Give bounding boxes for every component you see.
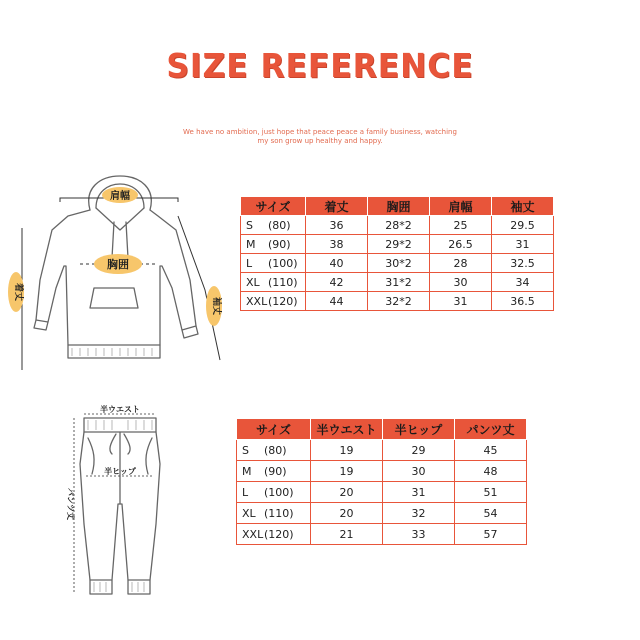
header-pants-length: パンツ丈 [455, 419, 527, 440]
chest-label: 胸囲 [107, 258, 129, 271]
size-number: (100) [264, 485, 294, 499]
table-row [241, 292, 554, 311]
table-row [237, 440, 527, 461]
tagline-line-1: We have no ambition, just hope that peace peace a family business, watching [183, 128, 457, 136]
table-cell: 32.5 [492, 254, 554, 273]
table-cell: 32 [383, 503, 455, 524]
table-cell: 48 [455, 461, 527, 482]
table-cell: 31 [430, 292, 492, 311]
size-number: (80) [264, 443, 287, 457]
table-cell: 54 [455, 503, 527, 524]
table-row [241, 254, 554, 273]
top-size-table [240, 196, 554, 311]
table-cell: 45 [455, 440, 527, 461]
shoulder-label: 肩幅 [110, 191, 130, 202]
table-cell: 30*2 [368, 254, 430, 273]
size-number: (90) [268, 237, 291, 251]
table-cell: 32*2 [368, 292, 430, 311]
hip-label: 半ヒップ [104, 467, 136, 476]
table-row [237, 482, 527, 503]
table-cell: 34 [492, 273, 554, 292]
size-name: XXL [246, 294, 268, 308]
table-cell: 25 [430, 216, 492, 235]
table-cell: 51 [455, 482, 527, 503]
table-header-row [237, 419, 527, 440]
table-cell: 29.5 [492, 216, 554, 235]
size-name: M [246, 237, 256, 251]
table-cell: 38 [306, 235, 368, 254]
table-header-row [241, 197, 554, 216]
table-cell: 20 [311, 503, 383, 524]
table-cell: 42 [306, 273, 368, 292]
size-name: L [242, 485, 249, 499]
size-name: L [246, 256, 253, 270]
table-cell: 31*2 [368, 273, 430, 292]
tagline-line-2: my son grow up healthy and happy. [257, 137, 383, 145]
table-cell: 30 [430, 273, 492, 292]
header-chest: 胸囲 [368, 197, 430, 216]
pants-length-label: パンツ丈 [66, 488, 75, 520]
table-cell: 19 [311, 440, 383, 461]
table-cell: 28 [430, 254, 492, 273]
table-cell: 26.5 [430, 235, 492, 254]
size-name: M [242, 464, 252, 478]
size-number: (90) [264, 464, 287, 478]
table-cell: 29 [383, 440, 455, 461]
header-hip: 半ヒップ [383, 419, 455, 440]
table-cell: 36 [306, 216, 368, 235]
page-title: SIZE REFERENCE [166, 46, 474, 85]
table-cell: 31 [492, 235, 554, 254]
size-number: (110) [264, 506, 294, 520]
size-number: (120) [268, 294, 298, 308]
table-cell: 44 [306, 292, 368, 311]
table-cell: 19 [311, 461, 383, 482]
size-number: (110) [268, 275, 298, 289]
table-row [237, 461, 527, 482]
size-number: (100) [268, 256, 298, 270]
size-number: (80) [268, 218, 291, 232]
header-waist: 半ウエスト [311, 419, 383, 440]
size-number: (120) [264, 527, 294, 541]
table-cell: 31 [383, 482, 455, 503]
table-cell: 21 [311, 524, 383, 545]
table-cell: 29*2 [368, 235, 430, 254]
table-cell: 20 [311, 482, 383, 503]
table-cell: 30 [383, 461, 455, 482]
table-cell: 28*2 [368, 216, 430, 235]
header-shoulder: 肩幅 [430, 197, 492, 216]
header-length: 着丈 [306, 197, 368, 216]
sleeve-label: 袖丈 [211, 296, 221, 316]
table-row [237, 503, 527, 524]
size-name: S [246, 218, 253, 232]
table-cell: 36.5 [492, 292, 554, 311]
pants-diagram [60, 404, 180, 604]
hoodie-diagram [0, 170, 240, 385]
table-cell: 40 [306, 254, 368, 273]
size-name: XXL [242, 527, 264, 541]
table-row [237, 524, 527, 545]
waist-label: 半ウエスト [100, 405, 140, 414]
size-name: S [242, 443, 249, 457]
header-size: サイズ [237, 419, 311, 440]
bottom-size-table [236, 418, 527, 545]
size-name: XL [246, 275, 260, 289]
table-cell: 57 [455, 524, 527, 545]
header-sleeve: 袖丈 [492, 197, 554, 216]
header-size: サイズ [241, 197, 306, 216]
table-row [241, 235, 554, 254]
size-name: XL [242, 506, 256, 520]
table-row [241, 273, 554, 292]
table-row [241, 216, 554, 235]
table-cell: 33 [383, 524, 455, 545]
length-label: 着丈 [13, 282, 23, 302]
